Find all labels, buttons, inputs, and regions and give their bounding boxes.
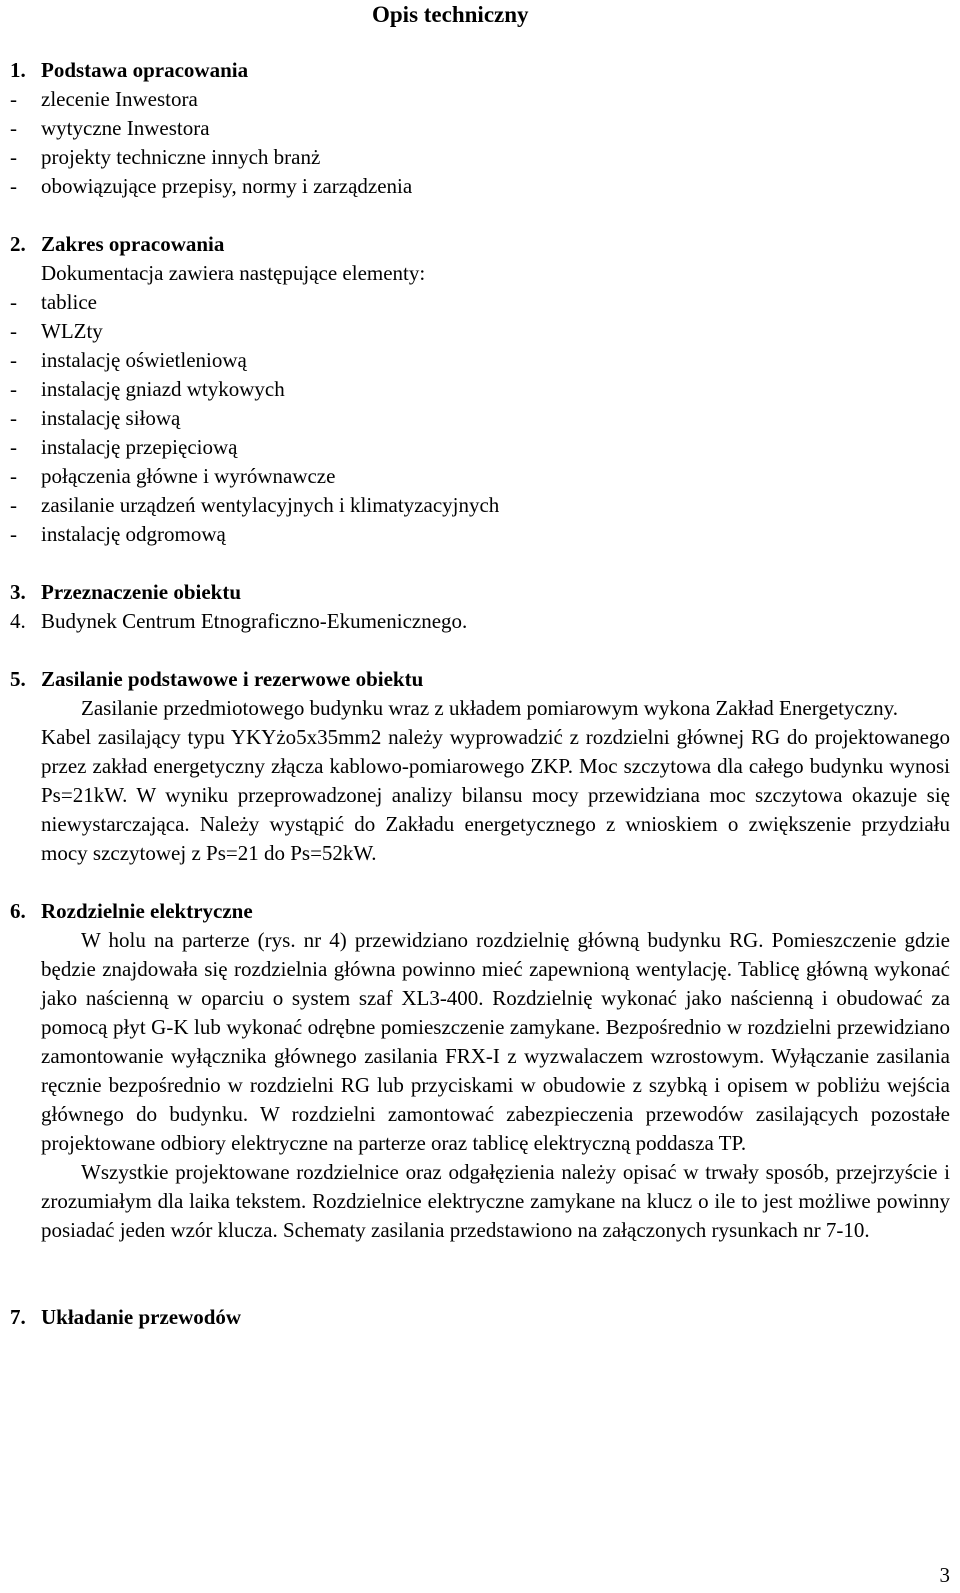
document-content (10, 56, 950, 1332)
section-6-paragraph-2: Wszystkie projektowane rozdzielnice oraz odgałęzienia należy opisać w trwały sposób, przejrzyście i zrozumiałym dla laika tekstem. Rozdzielnice elektryczne zamykane na klucz o ile to jest możliwe powinny posiadać jeden wzór klucza. Schematy zasilania przedstawiono na załączonych rysunkach nr 7-10. (41, 1160, 950, 1242)
section-4-line: 4. Budynek Centrum Etnograficzno-Ekumenicznego. (10, 609, 468, 633)
section-3-heading: 3. Przeznaczenie obiektu (10, 580, 242, 604)
section-2-list (10, 288, 950, 549)
section-6-paragraph-1: W holu na parterze (rys. nr 4) przewidziano rozdzielnię główną budynku RG. Pomieszczenie gdzie będzie znajdowała się rozdzielnia główna powinno mieć zapewnioną wentylację. Tablicę główną wykonać jako naścienną w oparciu o system szaf XL3-400. Rozdzielnię wykonać jako naścienną i obudować za pomocą płyt G-K lub wykonać odrębne pomieszczenie zamykane. Bezpośrednio w rozdzielni przewidziano zamontowanie wyłącznika głównego zasilania FRX-I z wyzwalaczem wzrostowym. Wyłączanie zasilania ręcznie bezpośrednio w rozdzielni RG lub przyciskami w obudowie z szybką i opisem w pobliżu wejścia głównego do budynku. W rozdzielni zamontować zabezpieczenia przewodów zasilających pozostałe projektowane odbiory elektryczne na parterze oraz tablicę elektryczną poddasza TP. (41, 928, 950, 1155)
list-item: - instalację odgromową (10, 522, 226, 546)
list-item: - obowiązujące przepisy, normy i zarządzenia (10, 174, 413, 198)
list-item: - projekty techniczne innych branż (10, 145, 321, 169)
page-number: 3 (939, 1563, 950, 1587)
section-5-heading: 5. Zasilanie podstawowe i rezerwowe obiektu (10, 667, 424, 691)
section-5-paragraph-1: Zasilanie przedmiotowego budynku wraz z układem pomiarowym wykona Zakład Energetyczny. (81, 696, 898, 720)
list-item: - instalację oświetleniową (10, 348, 247, 372)
list-item: - wytyczne Inwestora (10, 116, 210, 140)
list-item: - połączenia główne i wyrównawcze (10, 464, 336, 488)
list-item: - tablice (10, 290, 97, 314)
document-title: Opis techniczny (372, 2, 529, 27)
section-1-list (10, 85, 950, 201)
list-item: - zasilanie urządzeń wentylacyjnych i klimatyzacyjnych (10, 493, 500, 517)
list-item: - instalację gniazd wtykowych (10, 377, 285, 401)
section-5-paragraph-2: Kabel zasilający typu YKYżo5x35mm2 należy wyprowadzić z rozdzielni głównej RG do projektowanego przez zakład energetyczny złącza kablowo-pomiarowego ZKP. Moc szczytowa dla całego budynku wynosi Ps=21kW. W wyniku przeprowadzonej analizy bilansu mocy przewidziana moc szczytowa okazuje się niewystarczająca. Należy wystąpić do Zakładu energetycznego z wnioskiem o zwiększenie przydziału mocy szczytowej z Ps=21 do Ps=52kW. (41, 725, 950, 865)
section-5-body (10, 694, 950, 868)
list-item: - zlecenie Inwestora (10, 87, 198, 111)
list-item: - instalację przepięciową (10, 435, 238, 459)
section-1-heading: 1. Podstawa opracowania (10, 58, 249, 82)
list-item: - WLZty (10, 319, 103, 343)
section-2-intro: Dokumentacja zawiera następujące elementy: (41, 261, 426, 285)
section-6-heading: 6. Rozdzielnie elektryczne (10, 899, 253, 923)
section-7-heading: 7. Układanie przewodów (10, 1305, 242, 1329)
section-2-heading: 2. Zakres opracowania (10, 232, 225, 256)
section-6-body (10, 926, 950, 1245)
list-item: - instalację siłową (10, 406, 181, 430)
